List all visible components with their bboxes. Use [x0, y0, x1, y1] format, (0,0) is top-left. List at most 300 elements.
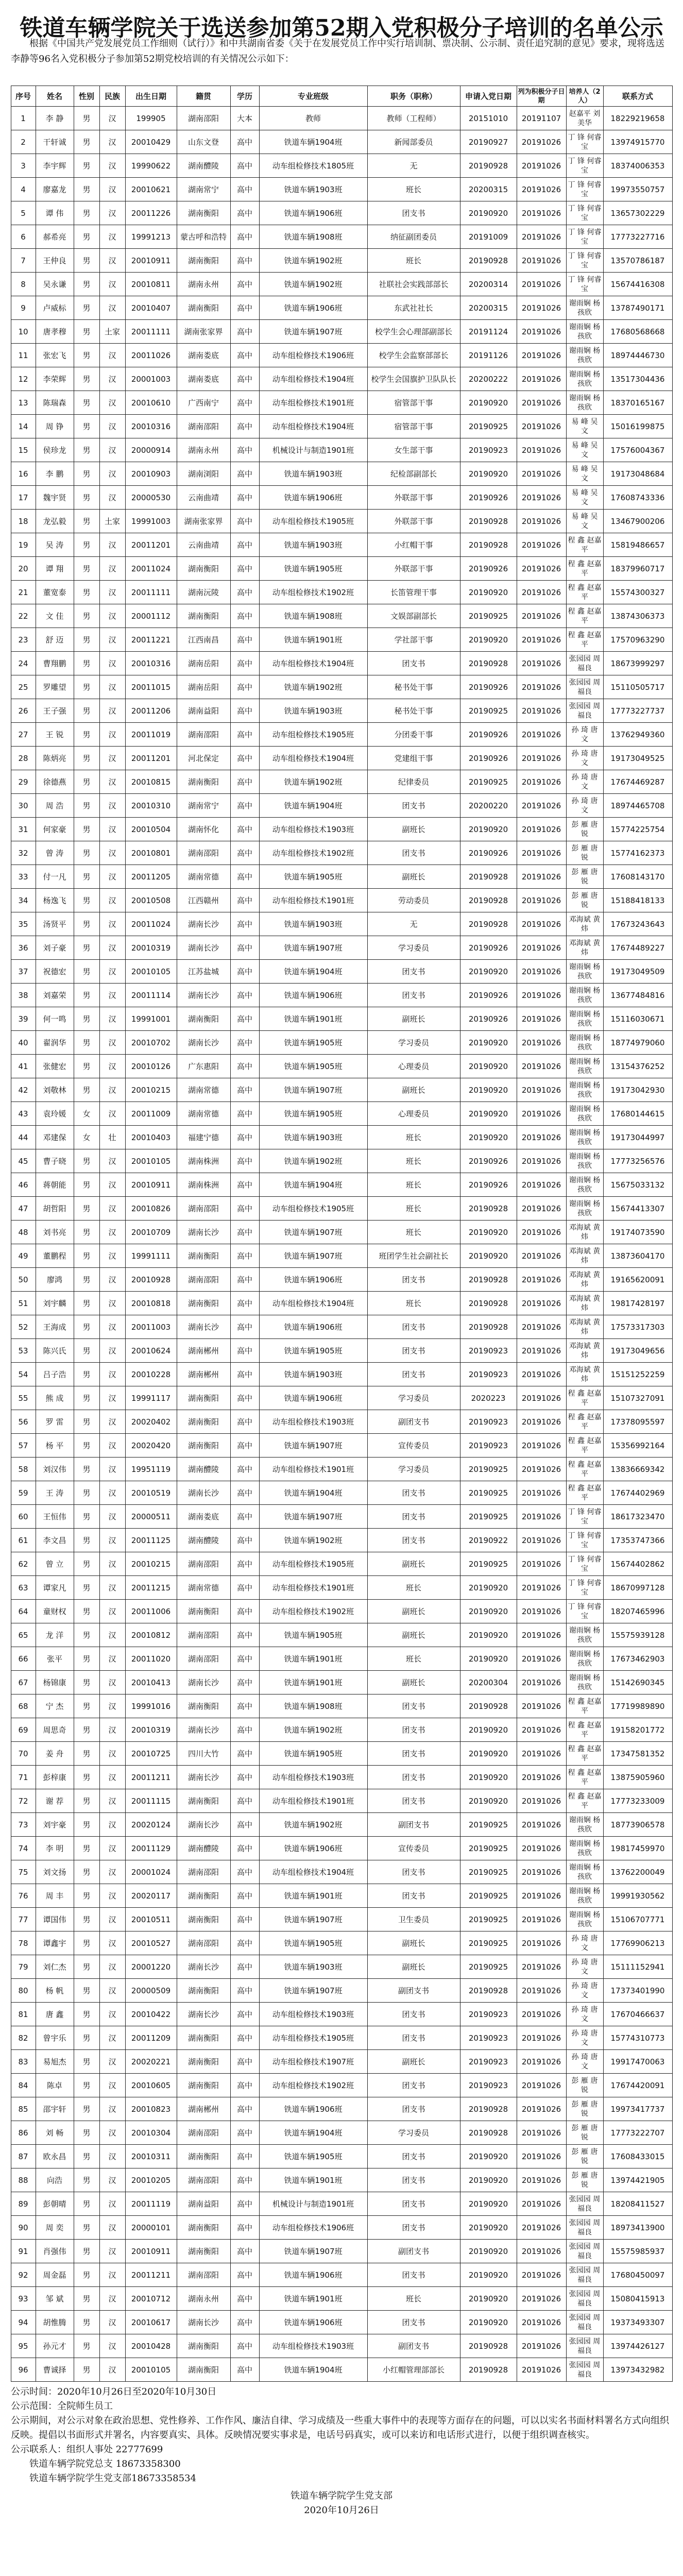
row-position: 团支书: [367, 960, 460, 984]
row-birth: 20011020: [125, 1647, 177, 1671]
row-mentors: 易 峰 吴 文: [566, 415, 603, 438]
row-mentors: 谢雨娴 杨孩欣: [566, 344, 603, 367]
row-name: 杨锦康: [36, 1671, 74, 1694]
row-name: 杨 平: [36, 1434, 74, 1458]
row-class: 铁道车辆1905班: [259, 557, 367, 581]
row-phone: 18974446730: [603, 344, 672, 367]
row-hometown: 湖南长沙: [177, 1813, 230, 1837]
row-hometown: 湖南醴陵: [177, 1837, 230, 1860]
row-phone: 17670466637: [603, 2003, 672, 2026]
row-position: 班长: [367, 1292, 460, 1315]
row-birth: 20010725: [125, 1742, 177, 1766]
row-hometown: 江西赣州: [177, 889, 230, 912]
row-apply-date: 20190920: [460, 201, 517, 225]
row-gender: 男: [74, 1221, 99, 1244]
row-position: 宣传委员: [367, 1434, 460, 1458]
row-hometown: 湖南常德: [177, 1078, 230, 1102]
row-apply-date: 20190928: [460, 2121, 517, 2145]
row-mentors: 孙 琦 唐 文: [566, 2050, 603, 2074]
row-position: 宿管部干事: [367, 391, 460, 415]
row-name: 刘仁杰: [36, 1955, 74, 1979]
row-ethnicity: 汉: [99, 2050, 125, 2074]
row-hometown: 湖南邵阳: [177, 2121, 230, 2145]
row-ethnicity: 汉: [99, 1647, 125, 1671]
row-name: 曾宇乐: [36, 2026, 74, 2050]
row-activist-date: 20191026: [517, 2311, 566, 2334]
row-position: 学习委员: [367, 936, 460, 960]
row-position: 女生部干事: [367, 438, 460, 462]
row-index: 29: [11, 770, 36, 794]
row-name: 陈兴氏: [36, 1339, 74, 1363]
row-birth: 19990622: [125, 154, 177, 178]
row-position: 团支书: [367, 794, 460, 818]
row-ethnicity: 汉: [99, 486, 125, 510]
row-gender: 男: [74, 1860, 99, 1884]
row-activist-date: 20191026: [517, 1742, 566, 1766]
row-apply-date: 20190928: [460, 889, 517, 912]
row-gender: 男: [74, 1766, 99, 1789]
row-mentors: 程 鑫 赵嘉平: [566, 1742, 603, 1766]
row-class: 动车组检修技术1902班: [259, 1600, 367, 1623]
row-name: 董鹏程: [36, 1244, 74, 1268]
row-birth: 20010407: [125, 296, 177, 320]
row-gender: 男: [74, 1078, 99, 1102]
row-hometown: 湖南娄底: [177, 367, 230, 391]
row-index: 21: [11, 581, 36, 604]
row-apply-date: 20190920: [460, 1576, 517, 1600]
row-phone: 17347581352: [603, 1742, 672, 1766]
row-hometown: 湖南常德: [177, 1576, 230, 1600]
row-gender: 男: [74, 2168, 99, 2192]
row-phone: 13974915770: [603, 130, 672, 154]
row-gender: 男: [74, 2026, 99, 2050]
row-ethnicity: 汉: [99, 889, 125, 912]
row-education: 高中: [230, 320, 259, 344]
row-class: 动车组检修技术1906班: [259, 2216, 367, 2240]
row-birth: 20011211: [125, 1766, 177, 1789]
table-row: [11, 1386, 672, 1410]
row-position: 班团学生社会副社长: [367, 1244, 460, 1268]
row-activist-date: 20191026: [517, 1837, 566, 1860]
row-gender: 男: [74, 1742, 99, 1766]
row-education: 高中: [230, 2311, 259, 2334]
row-index: 44: [11, 1126, 36, 1149]
row-mentors: 张园园 周福良: [566, 2334, 603, 2358]
row-education: 高中: [230, 2026, 259, 2050]
row-apply-date: 20190928: [460, 1315, 517, 1339]
row-apply-date: 20190926: [460, 723, 517, 747]
row-apply-date: 20190925: [460, 1458, 517, 1481]
row-phone: 15116030671: [603, 1007, 672, 1031]
row-apply-date: 20190920: [460, 628, 517, 652]
row-gender: 男: [74, 2263, 99, 2287]
row-ethnicity: 汉: [99, 1837, 125, 1860]
row-class: 铁道车辆1906班: [259, 1837, 367, 1860]
row-phone: 19165620091: [603, 1268, 672, 1292]
row-birth: 20010413: [125, 1671, 177, 1694]
row-activist-date: 20191026: [517, 628, 566, 652]
row-activist-date: 20191026: [517, 2334, 566, 2358]
row-position: 团支书: [367, 2074, 460, 2097]
row-apply-date: 20190928: [460, 1979, 517, 2003]
row-hometown: 湖南邵阳: [177, 107, 230, 130]
row-hometown: 湖南衡阳: [177, 2145, 230, 2168]
row-education: 高中: [230, 1481, 259, 1505]
table-row: [11, 130, 672, 154]
row-birth: 20010205: [125, 2168, 177, 2192]
row-education: 高中: [230, 367, 259, 391]
row-activist-date: 20191026: [517, 1078, 566, 1102]
table-row: [11, 415, 672, 438]
row-hometown: 湖南醴陵: [177, 154, 230, 178]
row-name: 罗雕望: [36, 675, 74, 699]
row-ethnicity: 汉: [99, 1055, 125, 1078]
signature-block: [11, 2489, 672, 2518]
row-position: 班长: [367, 1126, 460, 1149]
row-activist-date: 20191026: [517, 818, 566, 841]
row-apply-date: 20190920: [460, 2145, 517, 2168]
row-birth: 20010815: [125, 770, 177, 794]
row-mentors: 孙 琦 唐 文: [566, 794, 603, 818]
row-class: 动车组检修技术1903班: [259, 818, 367, 841]
row-mentors: 程 鑫 赵嘉平: [566, 1410, 603, 1434]
row-class: 铁道车辆1908班: [259, 1694, 367, 1718]
row-gender: 男: [74, 1197, 99, 1221]
row-gender: 男: [74, 462, 99, 486]
row-apply-date: 20190920: [460, 1789, 517, 1813]
row-position: 外联部干事: [367, 510, 460, 533]
row-mentors: 谢雨娴 杨孩欣: [566, 1126, 603, 1149]
row-birth: 20010801: [125, 841, 177, 865]
table-row: [11, 1481, 672, 1505]
row-hometown: 湖南长沙: [177, 1718, 230, 1742]
row-class: 铁道车辆1903班: [259, 912, 367, 936]
row-mentors: 谢雨娴 杨孩欣: [566, 320, 603, 344]
row-birth: 20001220: [125, 1955, 177, 1979]
row-ethnicity: 汉: [99, 2145, 125, 2168]
row-index: 84: [11, 2074, 36, 2097]
row-birth: 20011114: [125, 984, 177, 1007]
header-cell: 申请入党日期: [460, 86, 517, 107]
row-class: 动车组检修技术1905班: [259, 723, 367, 747]
row-phone: 18208411527: [603, 2192, 672, 2216]
table-row: [11, 1339, 672, 1363]
row-position: 学习委员: [367, 1386, 460, 1410]
row-education: 高中: [230, 462, 259, 486]
row-hometown: 湖南邵阳: [177, 1268, 230, 1292]
row-ethnicity: 汉: [99, 2263, 125, 2287]
row-mentors: 丁 锋 何睿宝: [566, 1576, 603, 1600]
row-index: 18: [11, 510, 36, 533]
row-position: 副团支书: [367, 1410, 460, 1434]
row-apply-date: 20190925: [460, 1884, 517, 1908]
row-apply-date: 20190925: [460, 604, 517, 628]
row-hometown: 湖南常宁: [177, 794, 230, 818]
row-position: 班长: [367, 1173, 460, 1197]
row-hometown: 湖南长沙: [177, 2311, 230, 2334]
row-index: 96: [11, 2358, 36, 2382]
row-ethnicity: 汉: [99, 1458, 125, 1481]
row-activist-date: 20191026: [517, 391, 566, 415]
row-activist-date: 20191026: [517, 747, 566, 770]
row-mentors: 易 峰 吴 文: [566, 510, 603, 533]
row-hometown: 云南曲靖: [177, 486, 230, 510]
row-ethnicity: 汉: [99, 225, 125, 249]
row-name: 杨 帆: [36, 1979, 74, 2003]
row-phone: 15080415913: [603, 2287, 672, 2311]
row-birth: 20011221: [125, 628, 177, 652]
row-education: 高中: [230, 2287, 259, 2311]
row-apply-date: 20190925: [460, 699, 517, 723]
row-apply-date: 20190926: [460, 984, 517, 1007]
row-activist-date: 20191026: [517, 912, 566, 936]
row-apply-date: 20190923: [460, 1363, 517, 1386]
row-class: 铁道车辆1902班: [259, 1149, 367, 1173]
row-education: 高中: [230, 391, 259, 415]
row-mentors: 程 鑫 赵嘉平: [566, 1718, 603, 1742]
row-apply-date: 20190925: [460, 1481, 517, 1505]
row-class: 铁道车辆1902班: [259, 770, 367, 794]
row-gender: 男: [74, 154, 99, 178]
row-index: 76: [11, 1884, 36, 1908]
row-activist-date: 20191026: [517, 1126, 566, 1149]
row-index: 33: [11, 865, 36, 889]
row-class: 铁道车辆1907班: [259, 320, 367, 344]
row-apply-date: 20190920: [460, 2216, 517, 2240]
table-row: [11, 841, 672, 865]
row-phone: 18773906578: [603, 1813, 672, 1837]
row-name: 罗 雷: [36, 1410, 74, 1434]
row-activist-date: 20191026: [517, 557, 566, 581]
row-index: 4: [11, 178, 36, 201]
row-hometown: 湖南邵阳: [177, 841, 230, 865]
row-education: 高中: [230, 2358, 259, 2382]
table-row: [11, 2168, 672, 2192]
row-hometown: 四川大竹: [177, 1742, 230, 1766]
row-position: 团支书: [367, 2192, 460, 2216]
row-hometown: 湖南张家界: [177, 320, 230, 344]
row-phone: 17769906213: [603, 1931, 672, 1955]
row-position: 团支书: [367, 2145, 460, 2168]
row-mentors: 丁 锋 何睿宝: [566, 1600, 603, 1623]
row-hometown: 湖南衡阳: [177, 2358, 230, 2382]
row-birth: 19991003: [125, 510, 177, 533]
row-activist-date: 20191026: [517, 1505, 566, 1529]
row-education: 高中: [230, 1173, 259, 1197]
row-mentors: 谢雨娴 杨孩欣: [566, 1860, 603, 1884]
row-ethnicity: 汉: [99, 296, 125, 320]
row-gender: 男: [74, 1884, 99, 1908]
header-cell: 职务（职称）: [367, 86, 460, 107]
row-birth: 20010403: [125, 1126, 177, 1149]
row-gender: 男: [74, 675, 99, 699]
row-ethnicity: 汉: [99, 770, 125, 794]
table-row: [11, 2334, 672, 2358]
row-ethnicity: 汉: [99, 818, 125, 841]
row-activist-date: 20191026: [517, 1458, 566, 1481]
row-mentors: 谢雨娴 杨孩欣: [566, 1102, 603, 1126]
row-ethnicity: 汉: [99, 2192, 125, 2216]
row-activist-date: 20191026: [517, 1552, 566, 1576]
row-gender: 男: [74, 1410, 99, 1434]
table-row: [11, 1955, 672, 1979]
row-gender: 男: [74, 2311, 99, 2334]
row-phone: 18774979060: [603, 1031, 672, 1055]
row-name: 陈炳亮: [36, 747, 74, 770]
row-position: 团支书: [367, 1363, 460, 1386]
row-class: 铁道车辆1904班: [259, 2121, 367, 2145]
row-index: 92: [11, 2263, 36, 2287]
row-phone: 19158201772: [603, 1718, 672, 1742]
table-row: [11, 462, 672, 486]
row-birth: 20010428: [125, 2334, 177, 2358]
row-position: 班长: [367, 1221, 460, 1244]
table-row: [11, 510, 672, 533]
row-education: 高中: [230, 1363, 259, 1386]
row-gender: 男: [74, 581, 99, 604]
row-position: 校学生会监察部部长: [367, 344, 460, 367]
row-gender: 男: [74, 225, 99, 249]
row-education: 高中: [230, 201, 259, 225]
row-apply-date: 20190926: [460, 675, 517, 699]
row-name: 肖强伟: [36, 2240, 74, 2263]
row-gender: 男: [74, 1529, 99, 1552]
table-row: [11, 2050, 672, 2074]
row-hometown: 湖南衡阳: [177, 770, 230, 794]
row-phone: 13517304436: [603, 367, 672, 391]
row-phone: 15106707771: [603, 1908, 672, 1931]
row-class: 铁道车辆1901班: [259, 2287, 367, 2311]
row-class: 动车组检修技术1901班: [259, 391, 367, 415]
row-activist-date: 20191026: [517, 1221, 566, 1244]
row-gender: 男: [74, 2287, 99, 2311]
row-apply-date: 20190920: [460, 1647, 517, 1671]
footer-period: 公示时间：2020年10月26日至2020年10月30日: [11, 2386, 217, 2397]
row-gender: 男: [74, 1055, 99, 1078]
row-name: 唐孝穆: [36, 320, 74, 344]
row-gender: 男: [74, 1505, 99, 1529]
row-apply-date: 20190920: [460, 2287, 517, 2311]
row-class: 铁道车辆1905班: [259, 1031, 367, 1055]
row-name: 谭 翔: [36, 557, 74, 581]
row-class: 铁道车辆1904班: [259, 130, 367, 154]
row-education: 高中: [230, 1434, 259, 1458]
row-class: 铁道车辆1902班: [259, 249, 367, 273]
table-row: [11, 1505, 672, 1529]
row-position: 分团委干事: [367, 723, 460, 747]
row-mentors: 程 鑫 赵嘉平: [566, 1458, 603, 1481]
row-mentors: 孙 琦 唐 文: [566, 770, 603, 794]
row-mentors: 孙 琦 唐 文: [566, 2026, 603, 2050]
table-row: [11, 2074, 672, 2097]
row-activist-date: 20191026: [517, 1244, 566, 1268]
row-phone: 17608433015: [603, 2145, 672, 2168]
row-ethnicity: 汉: [99, 154, 125, 178]
row-birth: 20011003: [125, 1315, 177, 1339]
row-birth: 20010316: [125, 415, 177, 438]
row-ethnicity: 汉: [99, 557, 125, 581]
row-phone: 15774225754: [603, 818, 672, 841]
row-phone: 17674489227: [603, 936, 672, 960]
row-ethnicity: 汉: [99, 2003, 125, 2026]
row-ethnicity: 汉: [99, 1600, 125, 1623]
row-name: 谭 伟: [36, 201, 74, 225]
row-phone: 17674402969: [603, 1481, 672, 1505]
row-apply-date: 20190927: [460, 130, 517, 154]
row-class: 铁道车辆1902班: [259, 675, 367, 699]
row-index: 25: [11, 675, 36, 699]
footer-contact-label: 公示联系人：: [11, 2444, 66, 2455]
row-hometown: 湖南衡阳: [177, 296, 230, 320]
row-activist-date: 20191026: [517, 2145, 566, 2168]
row-hometown: 湖南长沙: [177, 984, 230, 1007]
row-education: 高中: [230, 604, 259, 628]
row-education: 高中: [230, 510, 259, 533]
row-mentors: 彭 雁 唐 锐: [566, 2074, 603, 2097]
row-activist-date: 20191026: [517, 510, 566, 533]
row-index: 86: [11, 2121, 36, 2145]
row-phone: 15142690345: [603, 1671, 672, 1694]
row-class: 铁道车辆1908班: [259, 604, 367, 628]
row-index: 85: [11, 2097, 36, 2121]
row-mentors: 邓海斌 黄 炜: [566, 1339, 603, 1363]
row-gender: 男: [74, 1837, 99, 1860]
row-name: 张平: [36, 1647, 74, 1671]
row-birth: 20011211: [125, 2263, 177, 2287]
row-mentors: 孙 琦 唐 文: [566, 1931, 603, 1955]
row-index: 71: [11, 1766, 36, 1789]
row-activist-date: 20191026: [517, 1386, 566, 1410]
row-index: 13: [11, 391, 36, 415]
row-index: 27: [11, 723, 36, 747]
table-row: [11, 107, 672, 130]
table-row: [11, 1600, 672, 1623]
row-education: 高中: [230, 1955, 259, 1979]
table-row: [11, 2311, 672, 2334]
row-activist-date: 20191026: [517, 249, 566, 273]
row-class: 铁道车辆1906班: [259, 984, 367, 1007]
row-position: 副班长: [367, 1600, 460, 1623]
row-birth: 20010621: [125, 178, 177, 201]
row-apply-date: 20190928: [460, 154, 517, 178]
row-birth: 20010709: [125, 1221, 177, 1244]
row-mentors: 孙 琦 唐 文: [566, 2003, 603, 2026]
table-row: [11, 1789, 672, 1813]
row-mentors: 丁 锋 何睿宝: [566, 130, 603, 154]
row-ethnicity: 汉: [99, 1505, 125, 1529]
row-mentors: 张园园 周福良: [566, 652, 603, 675]
table-row: [11, 960, 672, 984]
row-education: 高中: [230, 2192, 259, 2216]
row-position: 外联部干事: [367, 486, 460, 510]
row-gender: 男: [74, 130, 99, 154]
row-gender: 男: [74, 1694, 99, 1718]
row-mentors: 程 鑫 赵嘉平: [566, 628, 603, 652]
row-class: 铁道车辆1904班: [259, 794, 367, 818]
row-class: 动车组检修技术1907班: [259, 2050, 367, 2074]
row-index: 41: [11, 1055, 36, 1078]
row-name: 王恒伟: [36, 1505, 74, 1529]
row-hometown: 湖南郴州: [177, 1339, 230, 1363]
row-ethnicity: 汉: [99, 794, 125, 818]
row-education: 高中: [230, 2263, 259, 2287]
table-row: [11, 557, 672, 581]
row-apply-date: 20190926: [460, 557, 517, 581]
row-ethnicity: 汉: [99, 1718, 125, 1742]
row-birth: 20010504: [125, 818, 177, 841]
row-index: 16: [11, 462, 36, 486]
row-class: 铁道车辆1903班: [259, 1363, 367, 1386]
